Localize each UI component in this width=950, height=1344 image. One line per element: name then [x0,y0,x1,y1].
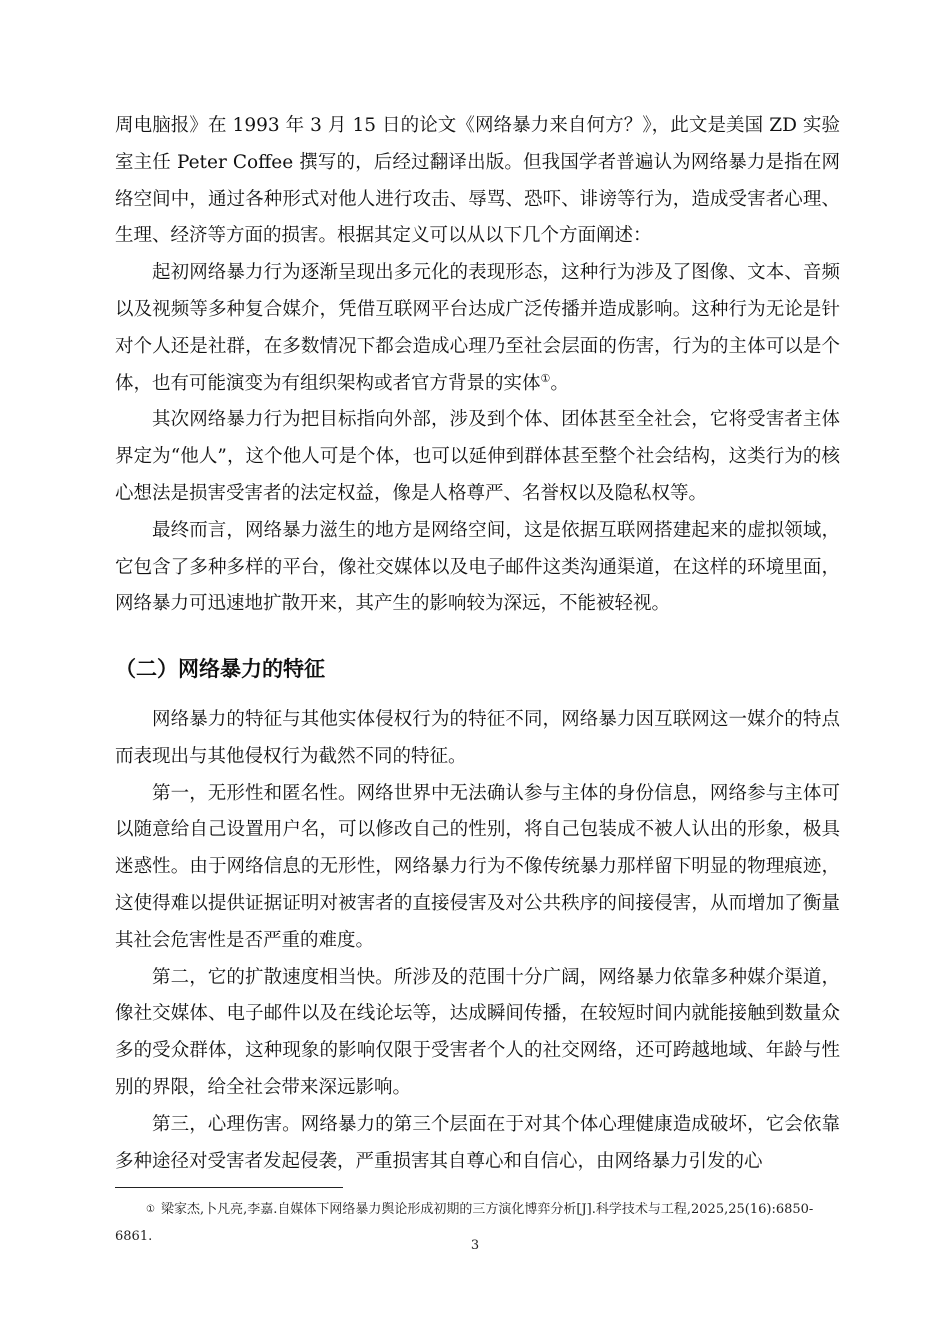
body-text [115,108,840,623]
paragraph: 第一，无形性和匿名性。网络世界中无法确认参与主体的身份信息，网络参与主体可以随意给自己设置用户名，可以修改自己的性别，将自己包装成不被人认出的形象，极具迷惑性。由于网络信息的无形性，网络暴力行为不像传统暴力那样留下明显的物理痕迹，这使得难以提供证据证明对被害者的直接侵害及对公共秩序的间接侵害，从而增加了衡量其社会危害性是否严重的难度。 [115,782,840,951]
paragraph: 其次网络暴力行为把目标指向外部，涉及到个体、团体甚至全社会，它将受害者主体界定为“他人”，这个他人可是个体，也可以延伸到群体甚至整个社会结构，这类行为的核心想法是损害受害者的法定权益，像是人格尊严、名誉权以及隐私权等。 [115,409,840,504]
footnote-mark: ① [146,1204,155,1215]
section-heading: （二）网络暴力的特征 [115,657,325,681]
paragraph [115,255,840,402]
paragraph: 网络暴力的特征与其他实体侵权行为的特征不同，网络暴力因互联网这一媒介的特点而表现出与其他侵权行为截然不同的特征。 [115,709,840,767]
paragraph-end: 。 [550,372,569,394]
footnote-reference[interactable]: ① [540,371,551,385]
paragraph-text: 起初网络暴力行为逐渐呈现出多元化的表现形态，这种行为涉及了图像、文本、音频以及视频等多种复合媒介，凭借互联网平台达成广泛传播并造成影响。这种行为无论是针对个人还是社群，在多数情况下都会造成心理乃至社会层面的伤害，行为的主体可以是个体，也有可能演变为有组织架构或者官方背景的实体 [115,262,840,394]
paragraph: 周电脑报》在 1993 年 3 月 15 日的论文《网络暴力来自何方？》，此文是美国 ZD 实验室主任 Peter Coffee 撰写的，后经过翻译出版。但我国学者普遍认为网络暴力是指在网络空间中，通过各种形式对他人进行攻击、辱骂、恐吓、诽谤等行为，造成受害者心理、生理、经济等方面的损害。根据其定义可以从以下几个方面阐述： [115,115,840,247]
section-body [115,702,840,1180]
footnote-text: 梁家杰,卜凡亮,李嘉.自媒体下网络暴力舆论形成初期的三方演化博弈分析[J].科学技术与工程,2025,25(16):6850-6861. [115,1202,814,1244]
page-number: 3 [470,1238,480,1253]
paragraph: 第三，心理伤害。网络暴力的第三个层面在于对其个体心理健康造成破坏，它会依靠多种途径对受害者发起侵袭，严重损害其自尊心和自信心，由网络暴力引发的心 [115,1113,840,1172]
paragraph: 最终而言，网络暴力滋生的地方是网络空间，这是依据互联网搭建起来的虚拟领域，它包含了多种多样的平台，像社交媒体以及电子邮件这类沟通渠道，在这样的环境里面，网络暴力可迅速地扩散开来，其产生的影响较为深远，不能被轻视。 [115,519,840,615]
paragraph: 第二，它的扩散速度相当快。所涉及的范围十分广阔，网络暴力依靠多种媒介渠道，像社交媒体、电子邮件以及在线论坛等，达成瞬间传播，在较短时间内就能接触到数量众多的受众群体，这种现象的影响仅限于受害者个人的社交网络，还可跨越地域、年龄与性别的界限，给全社会带来深远影响。 [115,966,840,1098]
footnote-divider [115,1187,343,1188]
